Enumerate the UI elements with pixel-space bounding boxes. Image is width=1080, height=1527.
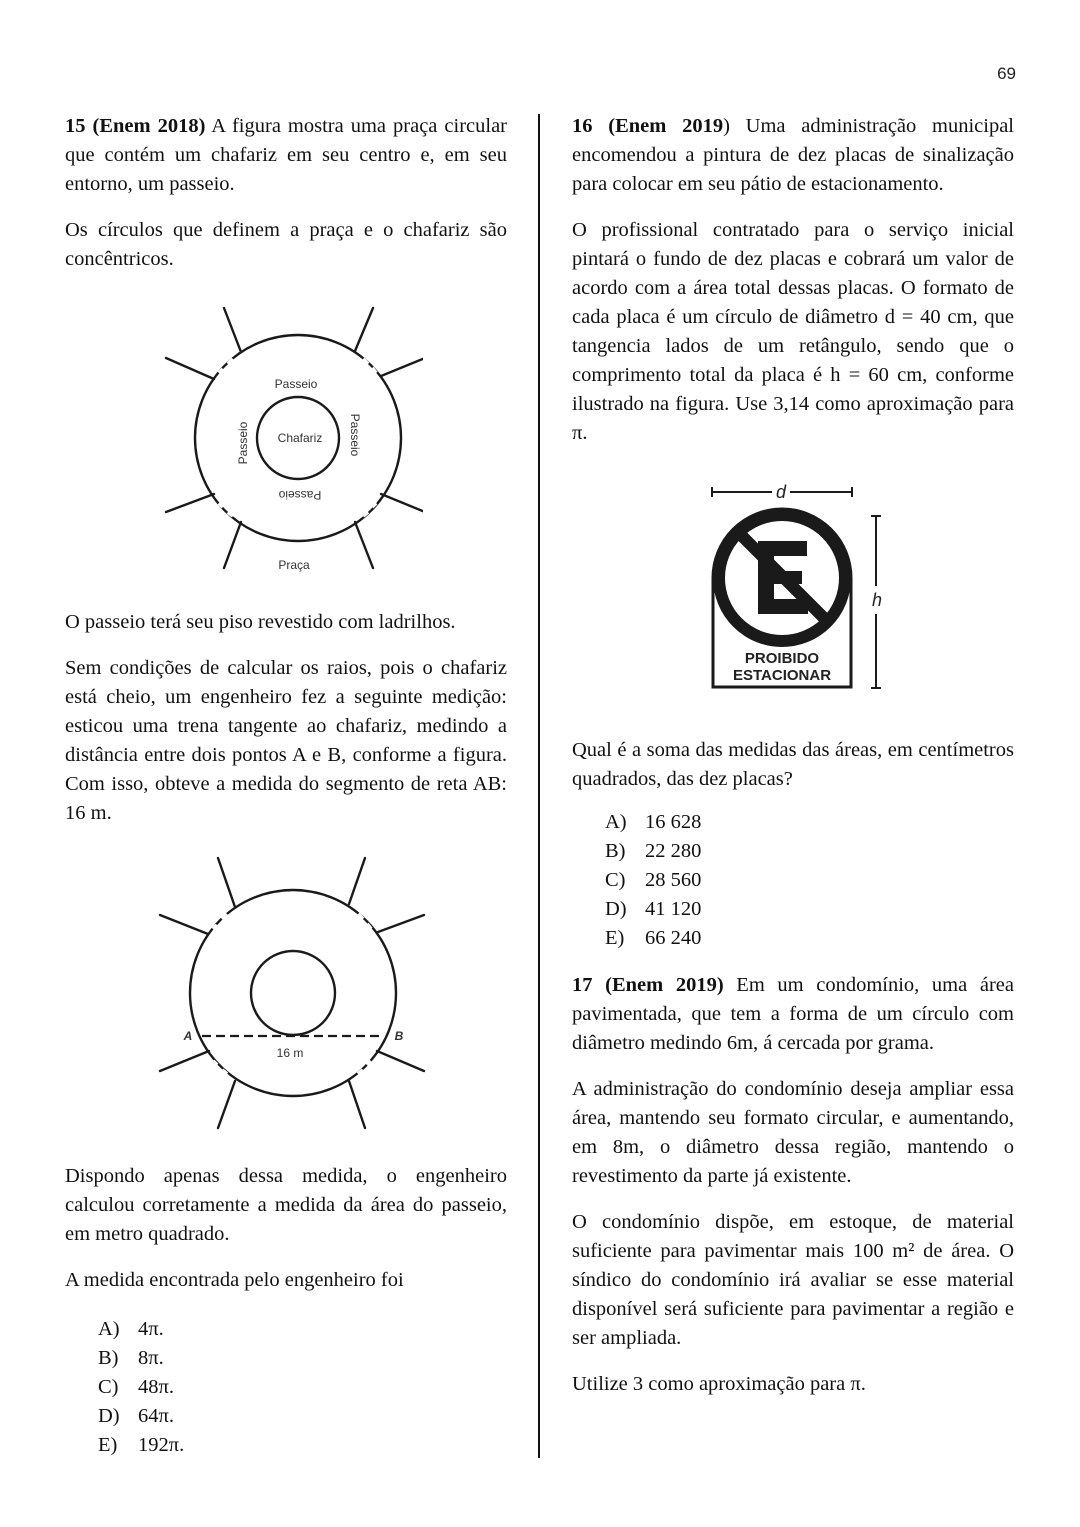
q15-heading: 15 (Enem 2018) <box>65 115 206 137</box>
q17-paragraph-3: O condomínio dispõe, em estoque, de material suficiente para pavimentar mais 100 m² de área. O síndico do condomínio irá avaliar se esse material disponível será suficiente para pavimentar a região e ser ampliada. <box>572 1211 1014 1349</box>
sign-text-estacionar: ESTACIONAR <box>732 667 832 684</box>
label-chafariz: Chafariz <box>277 431 323 445</box>
q16-heading: 16 (Enem 2019 <box>572 115 724 137</box>
q15-option-e[interactable]: E) 192π. <box>98 1434 185 1456</box>
segment-length-label: 16 m <box>276 1046 304 1060</box>
point-b-label: B <box>394 1029 404 1043</box>
q16-option-b[interactable]: B) 22 280 <box>605 840 702 862</box>
q15-paragraph-3: O passeio terá seu piso revestido com ladrilhos. <box>65 611 456 633</box>
point-a-label: A <box>183 1029 193 1043</box>
dimension-d-label: d <box>775 482 787 502</box>
question-16-17-column <box>572 112 1014 1416</box>
q15-paragraph-2: Os círculos que definem a praça e o chafariz são concêntricos. <box>65 219 507 270</box>
dimension-h-label: h <box>871 590 883 610</box>
page-number: 69 <box>997 64 1016 83</box>
q17-paragraph-4: Utilize 3 como aproximação para π. <box>572 1373 866 1395</box>
q17-paragraph-2: A administração do condomínio deseja ampliar essa área, mantendo seu formato circular, e aumentando, em 8m, o diâmetro dessa região, mantendo o revestimento da parte já existente. <box>572 1078 1014 1187</box>
q16-intro: 16 (Enem 2019) Uma administração municipal encomendou a pintura de dez placas de sinalização para colocar em seu pátio de estacionamento. <box>572 115 1015 195</box>
q17-intro: 17 (Enem 2019) Em um condomínio, uma área pavimentada, que tem a forma de um círculo com diâmetro medindo 6m, á cercada por grama. <box>572 974 1014 1054</box>
q16-option-d[interactable]: D) 41 120 <box>605 898 702 920</box>
column-divider <box>538 114 540 1458</box>
q15-paragraph-4: Sem condições de calcular os raios, pois o chafariz está cheio, um engenheiro fez a seguinte medição: esticou uma trena tangente ao chafariz, medindo a distância entre dois pontos A e B, conforme a figura. Com isso, obteve a medida do segmento de reta AB: 16 m. <box>65 657 507 824</box>
q15-options <box>65 1315 507 1460</box>
question-16 <box>572 112 1014 953</box>
placa-proibido-estacionar-figure <box>700 476 900 696</box>
q15-option-d[interactable]: D) 64π. <box>98 1405 174 1427</box>
q15-option-a[interactable]: A) 4π. <box>98 1318 164 1340</box>
label-passeio-top: Passeio <box>274 377 318 391</box>
q15-option-c[interactable]: C) 48π. <box>98 1376 174 1398</box>
question-15 <box>65 112 507 1460</box>
q15-intro: 15 (Enem 2018) A figura mostra uma praça circular que contém um chafariz em seu centro e, em seu entorno, um passeio. <box>65 115 508 195</box>
q17-heading: 17 (Enem 2019) <box>572 974 724 996</box>
label-passeio-left: Passeio <box>236 421 250 465</box>
q15-paragraph-6: A medida encontrada pelo engenheiro foi <box>65 1269 404 1291</box>
q16-option-a[interactable]: A) 16 628 <box>605 811 702 833</box>
q15-paragraph-5: Dispondo apenas dessa medida, o engenheiro calculou corretamente a medida da área do passeio, em metro quadrado. <box>65 1165 507 1245</box>
q16-paragraph-3: Qual é a soma das medidas das áreas, em centímetros quadrados, das dez placas? <box>572 739 1014 790</box>
label-passeio-right: Passeio <box>348 413 362 457</box>
label-praca: Praça <box>278 558 310 572</box>
label-passeio-bottom: Passeio <box>278 488 322 502</box>
sign-text-proibido: PROIBIDO <box>744 650 820 667</box>
q16-options <box>572 808 1014 953</box>
q16-option-e[interactable]: E) 66 240 <box>605 927 702 949</box>
praca-chafariz-figure <box>153 296 423 586</box>
trena-ab-figure <box>150 850 430 1140</box>
question-17 <box>572 971 1014 1399</box>
q16-option-c[interactable]: C) 28 560 <box>605 869 702 891</box>
q16-paragraph-2: O profissional contratado para o serviço inicial pintará o fundo de dez placas e cobrará um valor de acordo com a área total dessas placas. O formato de cada placa é um círculo de diâmetro d = 40 cm, que tangencia lados de um retângulo, sendo que o comprimento total da placa é h = 60 cm, conforme ilustrado na figura. Use 3,14 como aproximação para π. <box>572 219 1014 444</box>
q15-option-b[interactable]: B) 8π. <box>98 1347 164 1369</box>
